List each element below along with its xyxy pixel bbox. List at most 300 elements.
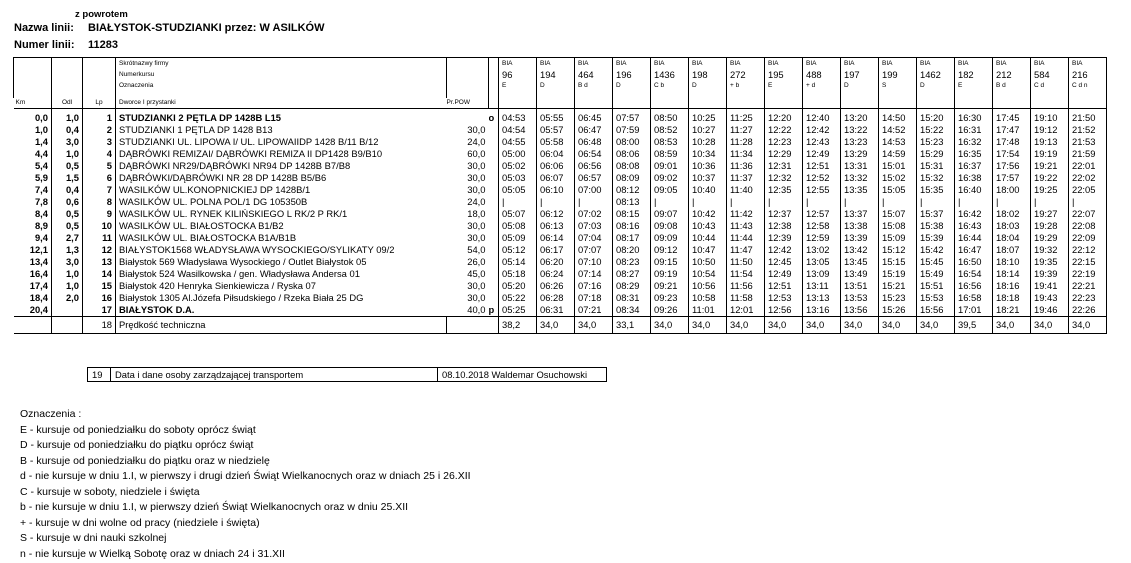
legend-item: E - kursuje od poniedziałku do soboty oprócz świąt: [20, 423, 256, 436]
marks-label: Oznaczenia: [119, 82, 154, 89]
course-number: 195: [768, 69, 784, 80]
course-number: 197: [844, 69, 860, 80]
course-mark: C d n: [1072, 82, 1088, 89]
legend-item: D - kursuje od poniedziałku do piątku oprócz świąt: [20, 439, 254, 451]
speed-value: 34,0: [727, 317, 765, 334]
speed-value: 34,0: [537, 317, 575, 334]
departure-time: 22:08: [1069, 220, 1107, 232]
table-row: [14, 160, 1107, 172]
odl-cell: 3,0: [52, 136, 83, 148]
departure-time: 13:22: [841, 124, 879, 136]
stop-flag: [489, 232, 499, 244]
departure-time: 06:48: [575, 136, 613, 148]
departure-time: 05:25: [499, 304, 537, 317]
stop-flag: [489, 148, 499, 160]
course-firm: BIA: [540, 60, 551, 67]
course-firm: BIA: [578, 60, 589, 67]
departure-time: 13:56: [841, 304, 879, 317]
departure-time: 22:07: [1069, 208, 1107, 220]
course-number: 182: [958, 69, 974, 80]
departure-time: 16:43: [955, 220, 993, 232]
departure-time: 12:58: [803, 220, 841, 232]
departure-time: 12:51: [765, 280, 803, 292]
departure-time: 17:57: [993, 172, 1031, 184]
departure-time: 16:32: [955, 136, 993, 148]
course-number: 1436: [654, 69, 675, 80]
departure-time: 05:12: [499, 244, 537, 256]
speed-value: 34,0: [917, 317, 955, 334]
departure-time: 09:19: [651, 268, 689, 280]
course-mark: D: [920, 82, 925, 89]
odl-cell: [52, 304, 83, 317]
departure-time: 21:52: [1069, 124, 1107, 136]
pr-cell: [447, 109, 489, 125]
stop-flag: [489, 184, 499, 196]
departure-time: 10:37: [689, 172, 727, 184]
departure-time: 15:32: [917, 172, 955, 184]
table-row: [14, 268, 1107, 280]
departure-time: 13:13: [803, 292, 841, 304]
departure-time: 07:04: [575, 232, 613, 244]
departure-time: 15:23: [879, 292, 917, 304]
odl-header: Odl: [52, 98, 83, 109]
departure-time: 13:23: [841, 136, 879, 148]
departure-time: 10:40: [689, 184, 727, 196]
departure-time: 18:16: [993, 280, 1031, 292]
departure-time: 06:24: [537, 268, 575, 280]
departure-time: 05:07: [499, 208, 537, 220]
departure-time: 08:00: [613, 136, 651, 148]
pr-cell: 26,0: [467, 256, 486, 267]
departure-time: 16:31: [955, 124, 993, 136]
stop-name: Białystok 1305 Al.Józefa Piłsudskiego / Rzeka Biała 25 DG: [116, 292, 447, 304]
departure-time: 19:10: [1031, 109, 1069, 125]
departure-time: 11:36: [727, 160, 765, 172]
departure-time: 19:46: [1031, 304, 1069, 317]
departure-time: |: [1069, 196, 1107, 208]
course-mark: C d: [1034, 82, 1045, 89]
departure-time: 08:52: [651, 124, 689, 136]
stop-name: STUDZIANKI UL. LIPOWA I/ UL. LIPOWAIIDP 1428 B/11 B/12: [116, 136, 447, 148]
departure-time: 10:54: [689, 268, 727, 280]
departure-time: 11:34: [727, 148, 765, 160]
departure-time: 05:58: [537, 136, 575, 148]
odl-cell: 1,0: [52, 280, 83, 292]
odl-cell: 0,4: [52, 184, 83, 196]
lp-header: Lp: [83, 98, 116, 109]
course-header: [765, 58, 803, 99]
departure-time: |: [841, 196, 879, 208]
pr-cell: 30,0: [467, 220, 486, 231]
course-mark: E: [958, 82, 963, 89]
km-cell: 18,4: [29, 292, 48, 303]
pr-cell: 30,0: [467, 280, 486, 291]
departure-time: 12:29: [765, 148, 803, 160]
stop-flag: [489, 280, 499, 292]
course-firm: BIA: [958, 60, 969, 67]
departure-time: 05:20: [499, 280, 537, 292]
departure-time: 22:01: [1069, 160, 1107, 172]
departure-time: 11:25: [727, 109, 765, 125]
departure-time: 13:11: [803, 280, 841, 292]
departure-time: 18:21: [993, 304, 1031, 317]
departure-time: 12:23: [765, 136, 803, 148]
departure-time: 05:22: [499, 292, 537, 304]
departure-time: 08:53: [651, 136, 689, 148]
course-firm: BIA: [882, 60, 893, 67]
departure-time: 11:50: [727, 256, 765, 268]
departure-time: 06:06: [537, 160, 575, 172]
departure-time: 08:29: [613, 280, 651, 292]
departure-time: 19:29: [1031, 232, 1069, 244]
departure-time: 06:04: [537, 148, 575, 160]
speed-value: 33,1: [613, 317, 651, 334]
legend-item: b - nie kursuje w dniu 1.I, w pierwszy dzień Świąt Wielkanocnych oraz w dniu 25.XII: [20, 501, 409, 513]
departure-time: 13:53: [841, 292, 879, 304]
departure-time: 19:32: [1031, 244, 1069, 256]
departure-time: 19:21: [1031, 160, 1069, 172]
course-firm: BIA: [654, 60, 665, 67]
departure-time: 08:23: [613, 256, 651, 268]
departure-time: 09:07: [651, 208, 689, 220]
stop-name: WASILKÓW UL. RYNEK KILIŃSKIEGO L RK/2 P RK/1: [116, 208, 447, 220]
course-firm: BIA: [996, 60, 1007, 67]
odl-cell: 1,3: [52, 244, 83, 256]
departure-time: 14:50: [879, 109, 917, 125]
departure-time: 12:45: [765, 256, 803, 268]
departure-time: 16:40: [955, 184, 993, 196]
departure-time: 10:27: [689, 124, 727, 136]
departure-time: 07:07: [575, 244, 613, 256]
firm-label: Skrótnazwy firmy: [119, 60, 169, 67]
departure-time: 19:22: [1031, 172, 1069, 184]
departure-time: 15:29: [917, 148, 955, 160]
departure-time: 07:18: [575, 292, 613, 304]
departure-time: 15:56: [917, 304, 955, 317]
stop-name: Białystok 524 Wasilkowska / gen. Władysława Andersa 01: [116, 268, 447, 280]
speed-value: 34,0: [1031, 317, 1069, 334]
departure-time: 21:53: [1069, 136, 1107, 148]
legend-title: Oznaczenia :: [20, 408, 82, 420]
departure-time: 18:14: [993, 268, 1031, 280]
departure-time: 06:20: [537, 256, 575, 268]
departure-time: 11:56: [727, 280, 765, 292]
departure-time: 05:05: [499, 184, 537, 196]
departure-time: 15:01: [879, 160, 917, 172]
course-number: 196: [616, 69, 632, 80]
departure-time: 14:53: [879, 136, 917, 148]
course-mark: E: [502, 82, 507, 89]
departure-time: 08:31: [613, 292, 651, 304]
pr-cell: 30,0: [467, 172, 486, 183]
departure-time: 05:57: [537, 124, 575, 136]
lp-cell: 7: [83, 184, 116, 196]
departure-time: 10:56: [689, 280, 727, 292]
line-name-label: Nazwa linii:: [14, 22, 74, 34]
speed-value: 38,2: [499, 317, 537, 334]
table-row: [14, 232, 1107, 244]
departure-time: 15:45: [917, 256, 955, 268]
odl-cell: 0,5: [52, 220, 83, 232]
course-number: 488: [806, 69, 822, 80]
departure-time: 08:27: [613, 268, 651, 280]
course-firm: BIA: [1072, 60, 1083, 67]
departure-time: 18:03: [993, 220, 1031, 232]
departure-time: 11:01: [689, 304, 727, 317]
stop-flag: [489, 292, 499, 304]
departure-time: 13:49: [841, 268, 879, 280]
course-number: 212: [996, 69, 1012, 80]
departure-time: 18:07: [993, 244, 1031, 256]
departure-time: 15:05: [879, 184, 917, 196]
departure-time: |: [689, 196, 727, 208]
departure-time: 13:09: [803, 268, 841, 280]
departure-time: 15:53: [917, 292, 955, 304]
departure-time: 08:17: [613, 232, 651, 244]
course-header: [499, 58, 537, 99]
departure-time: 09:09: [651, 232, 689, 244]
odl-cell: 0,5: [52, 208, 83, 220]
departure-time: 11:54: [727, 268, 765, 280]
departure-time: 14:59: [879, 148, 917, 160]
course-header: [993, 58, 1031, 99]
odl-cell: 1,0: [52, 109, 83, 125]
table-row: [14, 244, 1107, 256]
departure-time: 19:41: [1031, 280, 1069, 292]
departure-time: 15:39: [917, 232, 955, 244]
departure-time: 12:40: [803, 109, 841, 125]
departure-time: 13:51: [841, 280, 879, 292]
departure-time: 11:44: [727, 232, 765, 244]
stop-name: WASILKÓW UL.KONOPNICKIEJ DP 1428B/1: [116, 184, 447, 196]
departure-time: 07:21: [575, 304, 613, 317]
departure-time: 06:56: [575, 160, 613, 172]
course-header: [841, 58, 879, 99]
departure-time: 06:54: [575, 148, 613, 160]
course-header: [537, 58, 575, 99]
departure-time: 17:45: [993, 109, 1031, 125]
departure-time: |: [651, 196, 689, 208]
pr-header: Pr.POW: [447, 98, 489, 109]
course-mark: C b: [654, 82, 665, 89]
departure-time: 08:06: [613, 148, 651, 160]
departure-time: 21:50: [1069, 109, 1107, 125]
departure-time: 16:38: [955, 172, 993, 184]
departure-time: 15:37: [917, 208, 955, 220]
stop-flag: [489, 244, 499, 256]
departure-time: 12:39: [765, 232, 803, 244]
stop-name: DĄBRÓWKI/DĄBRÓWKI NR 28 DP 1428B B5/B6: [116, 172, 447, 184]
stop-name: Białystok 569 Władysława Wysockiego / Outlet Białystok 05: [116, 256, 447, 268]
departure-time: 14:52: [879, 124, 917, 136]
table-row: [14, 124, 1107, 136]
course-mark: S: [882, 82, 887, 89]
departure-time: |: [537, 196, 575, 208]
departure-time: 09:12: [651, 244, 689, 256]
course-firm: BIA: [920, 60, 931, 67]
departure-time: 15:26: [879, 304, 917, 317]
departure-time: 15:31: [917, 160, 955, 172]
course-firm: BIA: [768, 60, 779, 67]
stop-flag: [489, 220, 499, 232]
departure-time: 13:37: [841, 208, 879, 220]
departure-time: 13:29: [841, 148, 879, 160]
departure-time: 18:18: [993, 292, 1031, 304]
departure-time: 10:58: [689, 292, 727, 304]
departure-time: 10:28: [689, 136, 727, 148]
departure-time: 15:23: [917, 136, 955, 148]
departure-time: 07:00: [575, 184, 613, 196]
odl-cell: 0,5: [52, 160, 83, 172]
lp-cell: 1: [83, 109, 116, 125]
departure-time: 06:31: [537, 304, 575, 317]
legend-item: S - kursuje w dni nauki szkolnej: [20, 532, 167, 544]
departure-time: 16:54: [955, 268, 993, 280]
departure-time: |: [765, 196, 803, 208]
legend-item: + - kursuje w dni wolne od pracy (niedziele i święta): [20, 516, 260, 529]
departure-time: 15:19: [879, 268, 917, 280]
departure-time: 15:51: [917, 280, 955, 292]
course-header: [727, 58, 765, 99]
pr-cell: 30,0: [467, 124, 486, 135]
stops-header: Dworce I przystanki: [116, 98, 447, 109]
speed-value: 34,0: [879, 317, 917, 334]
departure-time: 18:02: [993, 208, 1031, 220]
course-mark: E: [768, 82, 773, 89]
table-row: [14, 109, 1107, 125]
legend: [20, 407, 471, 562]
km-cell: 12,1: [29, 244, 48, 255]
departure-time: 10:25: [689, 109, 727, 125]
departure-time: 06:28: [537, 292, 575, 304]
departure-time: 11:37: [727, 172, 765, 184]
odl-cell: 0,4: [52, 124, 83, 136]
course-number: 194: [540, 69, 556, 80]
pr-cell: 30,0: [467, 160, 486, 171]
departure-time: 06:14: [537, 232, 575, 244]
departure-time: 13:31: [841, 160, 879, 172]
departure-time: 21:59: [1069, 148, 1107, 160]
departure-time: 12:01: [727, 304, 765, 317]
departure-time: 16:56: [955, 280, 993, 292]
departure-time: 15:15: [879, 256, 917, 268]
departure-time: 19:12: [1031, 124, 1069, 136]
departure-time: 07:16: [575, 280, 613, 292]
speed-value: 34,0: [651, 317, 689, 334]
course-header: [803, 58, 841, 99]
departure-time: 16:37: [955, 160, 993, 172]
stop-flag: [489, 268, 499, 280]
departure-time: 07:57: [613, 109, 651, 125]
lp-cell: 2: [83, 124, 116, 136]
departure-time: 08:09: [613, 172, 651, 184]
departure-time: 12:42: [765, 244, 803, 256]
departure-time: 12:57: [803, 208, 841, 220]
km-cell: 5,9: [34, 172, 48, 183]
odl-cell: 1,0: [52, 148, 83, 160]
course-header-row: [14, 58, 1107, 99]
course-header: [689, 58, 727, 99]
course-number: 216: [1072, 69, 1088, 80]
departure-time: 06:26: [537, 280, 575, 292]
departure-time: |: [727, 196, 765, 208]
course-header: [879, 58, 917, 99]
course-number: 199: [882, 69, 898, 80]
departure-time: 13:45: [841, 256, 879, 268]
departure-time: 08:34: [613, 304, 651, 317]
departure-time: 10:47: [689, 244, 727, 256]
departure-time: 15:21: [879, 280, 917, 292]
course-firm: BIA: [730, 60, 741, 67]
admin-lp: 19: [88, 368, 111, 382]
departure-time: 15:08: [879, 220, 917, 232]
speed-value: 34,0: [993, 317, 1031, 334]
course-mark: D: [616, 82, 621, 89]
departure-time: 05:14: [499, 256, 537, 268]
speed-value: 34,0: [575, 317, 613, 334]
course-mark: D: [692, 82, 697, 89]
departure-time: 12:49: [803, 148, 841, 160]
departure-time: 12:56: [765, 304, 803, 317]
departure-time: 15:38: [917, 220, 955, 232]
course-mark: D: [844, 82, 849, 89]
departure-time: 09:26: [651, 304, 689, 317]
speed-value: 34,0: [765, 317, 803, 334]
course-mark: B d: [578, 82, 588, 89]
departure-time: 12:42: [803, 124, 841, 136]
stop-name: BIAŁYSTOK1568 WŁADYSŁAWA WYSOCKIEGO/SYLIKATY 09/2: [116, 244, 447, 256]
course-number: 584: [1034, 69, 1050, 80]
departure-time: |: [879, 196, 917, 208]
course-header: [917, 58, 955, 99]
course-firm: BIA: [616, 60, 627, 67]
stop-name: BIAŁYSTOK D.A.: [116, 304, 447, 317]
departure-time: 13:05: [803, 256, 841, 268]
stop-name: STUDZIANKI 2 PĘTLA DP 1428B L15: [116, 109, 447, 125]
departure-time: 12:37: [765, 208, 803, 220]
departure-time: 17:47: [993, 124, 1031, 136]
km-header: Km: [14, 98, 52, 109]
stop-flag: [489, 172, 499, 184]
departure-time: 16:47: [955, 244, 993, 256]
departure-time: 07:14: [575, 268, 613, 280]
departure-time: 05:18: [499, 268, 537, 280]
course-mark: D: [540, 82, 545, 89]
course-header: [575, 58, 613, 99]
departure-time: 22:05: [1069, 184, 1107, 196]
course-header: [955, 58, 993, 99]
departure-time: 09:05: [651, 184, 689, 196]
departure-time: 16:42: [955, 208, 993, 220]
departure-time: 07:03: [575, 220, 613, 232]
table-row: [14, 184, 1107, 196]
departure-time: 13:35: [841, 184, 879, 196]
lp-cell: 12: [83, 244, 116, 256]
table-row: [14, 280, 1107, 292]
departure-time: 13:32: [841, 172, 879, 184]
departure-time: 12:32: [765, 172, 803, 184]
departure-time: 22:26: [1069, 304, 1107, 317]
departure-time: 15:07: [879, 208, 917, 220]
departure-time: 12:31: [765, 160, 803, 172]
legend-item: B - kursuje od poniedziałku do piątku oraz w niedzielę: [20, 454, 270, 467]
departure-time: 11:28: [727, 136, 765, 148]
departure-time: 08:15: [613, 208, 651, 220]
stop-flag: [489, 124, 499, 136]
stop-flag: [489, 196, 499, 208]
lp-cell: 5: [83, 160, 116, 172]
lp-cell: 4: [83, 148, 116, 160]
